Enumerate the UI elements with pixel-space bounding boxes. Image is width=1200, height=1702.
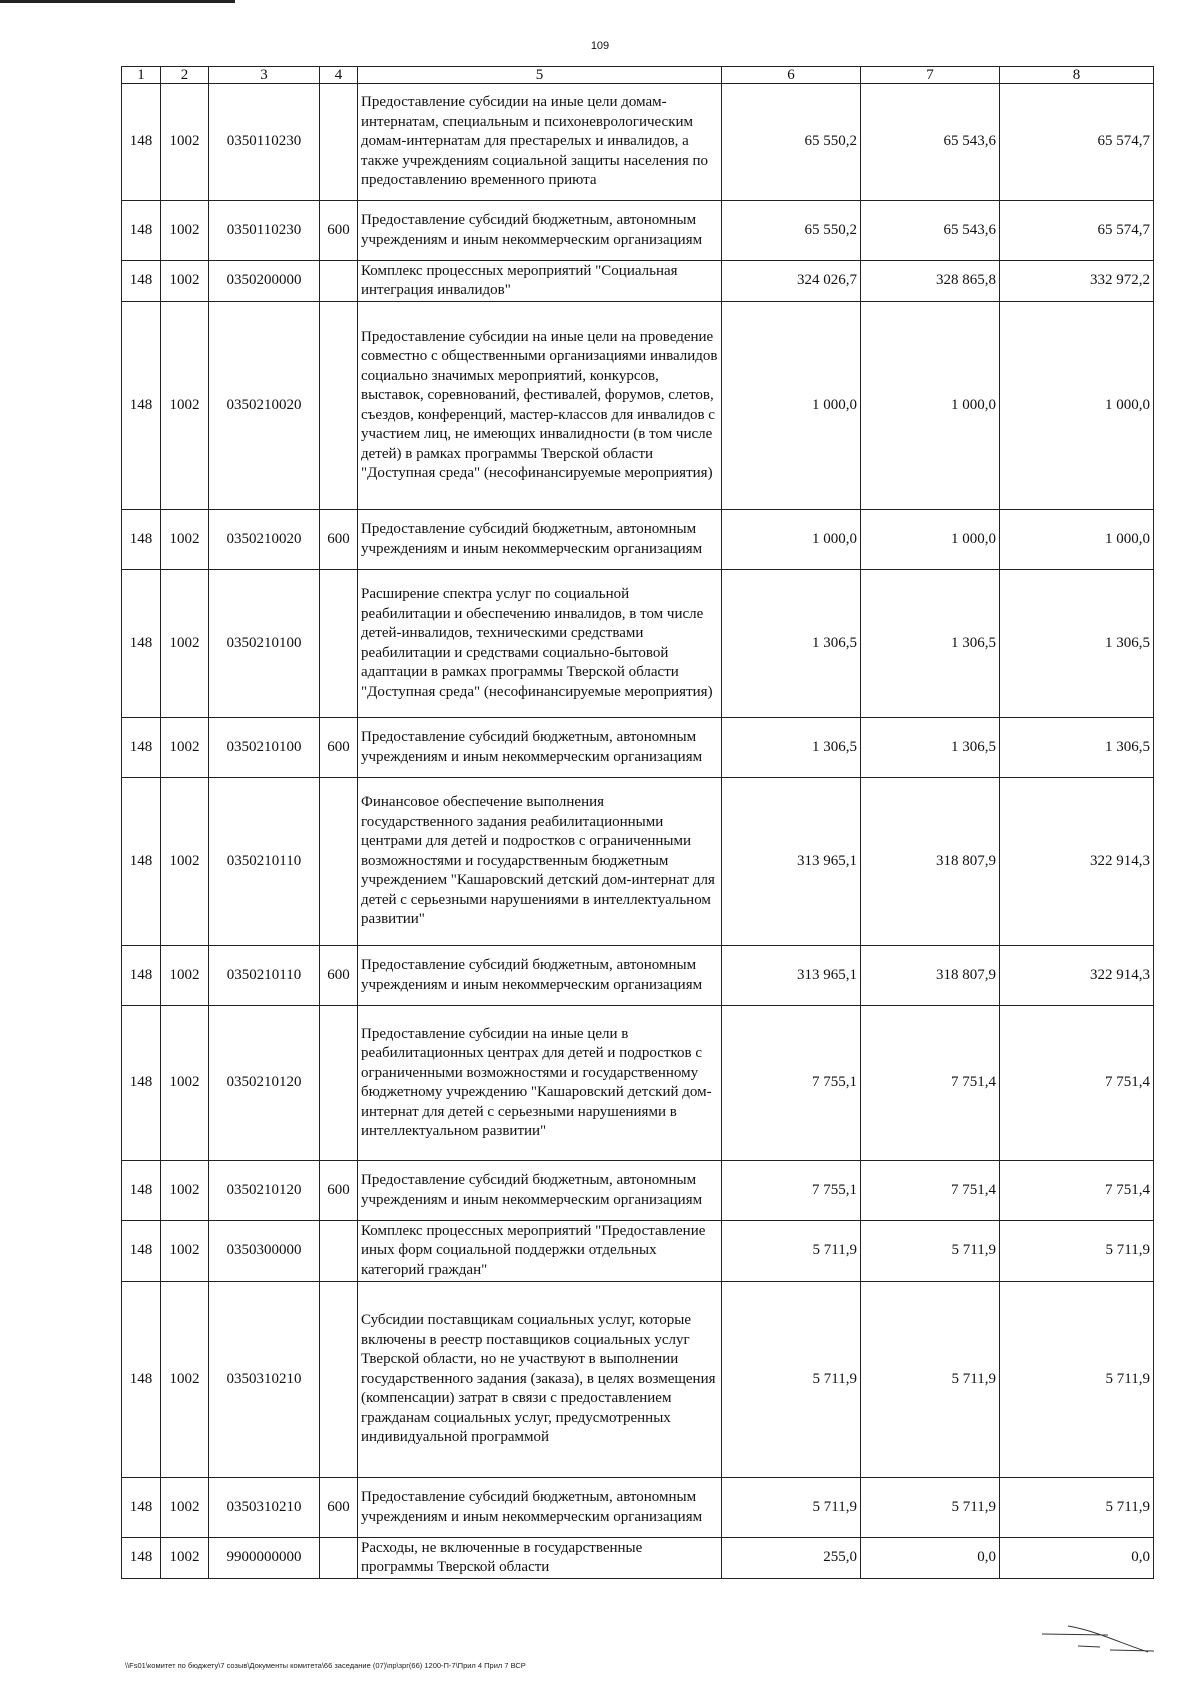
cell-expense-type: 600 <box>320 1478 358 1538</box>
column-header-8: 8 <box>1000 67 1154 84</box>
cell-section: 148 <box>122 201 161 261</box>
cell-target-article: 0350310210 <box>209 1282 320 1478</box>
cell-amount-2: 328 865,8 <box>861 261 1000 302</box>
column-header-6: 6 <box>722 67 861 84</box>
cell-amount-1: 255,0 <box>722 1538 861 1579</box>
table-row <box>122 261 1154 302</box>
cell-target-article: 0350310210 <box>209 1478 320 1538</box>
cell-amount-2: 5 711,9 <box>861 1478 1000 1538</box>
cell-amount-2: 5 711,9 <box>861 1282 1000 1478</box>
cell-subsection: 1002 <box>161 1538 209 1579</box>
cell-amount-2: 7 751,4 <box>861 1161 1000 1221</box>
cell-amount-1: 65 550,2 <box>722 84 861 201</box>
cell-expense-type <box>320 84 358 201</box>
cell-amount-1: 5 711,9 <box>722 1478 861 1538</box>
header-row <box>122 67 1154 84</box>
cell-expense-type <box>320 1282 358 1478</box>
cell-amount-2: 1 306,5 <box>861 718 1000 778</box>
cell-subsection: 1002 <box>161 1161 209 1221</box>
column-header-4: 4 <box>320 67 358 84</box>
cell-target-article: 0350210020 <box>209 302 320 510</box>
cell-section: 148 <box>122 510 161 570</box>
cell-amount-3: 5 711,9 <box>1000 1282 1154 1478</box>
cell-section: 148 <box>122 718 161 778</box>
cell-subsection: 1002 <box>161 1006 209 1161</box>
cell-subsection: 1002 <box>161 261 209 302</box>
cell-amount-1: 1 306,5 <box>722 570 861 718</box>
cell-subsection: 1002 <box>161 946 209 1006</box>
cell-target-article: 0350210100 <box>209 570 320 718</box>
table-row <box>122 946 1154 1006</box>
cell-description: Предоставление субсидии на иные цели в реабилитационных центрах для детей и подростков с ограниченными возможностями и государственному бюджетному учреждению "Кашаровский детский дом-интернат для детей с серьезными нарушениями в интеллектуальном развитии" <box>358 1006 722 1161</box>
cell-description: Предоставление субсидий бюджетным, автономным учреждениям и иным некоммерческим организациям <box>358 946 722 1006</box>
table-row <box>122 1161 1154 1221</box>
cell-amount-2: 65 543,6 <box>861 84 1000 201</box>
cell-amount-1: 1 306,5 <box>722 718 861 778</box>
cell-amount-1: 7 755,1 <box>722 1006 861 1161</box>
cell-description: Предоставление субсидий бюджетным, автономным учреждениям и иным некоммерческим организациям <box>358 201 722 261</box>
cell-target-article: 0350200000 <box>209 261 320 302</box>
cell-target-article: 0350210100 <box>209 718 320 778</box>
cell-expense-type <box>320 778 358 946</box>
cell-subsection: 1002 <box>161 570 209 718</box>
cell-amount-3: 1 306,5 <box>1000 718 1154 778</box>
cell-section: 148 <box>122 778 161 946</box>
table-row <box>122 1006 1154 1161</box>
cell-amount-3: 0,0 <box>1000 1538 1154 1579</box>
cell-subsection: 1002 <box>161 718 209 778</box>
cell-section: 148 <box>122 261 161 302</box>
cell-amount-1: 5 711,9 <box>722 1221 861 1282</box>
top-border-line <box>0 0 235 3</box>
cell-amount-2: 1 000,0 <box>861 302 1000 510</box>
cell-expense-type: 600 <box>320 1161 358 1221</box>
table-row <box>122 84 1154 201</box>
table-row <box>122 570 1154 718</box>
table-row <box>122 778 1154 946</box>
cell-expense-type <box>320 261 358 302</box>
cell-amount-1: 313 965,1 <box>722 778 861 946</box>
cell-target-article: 0350210120 <box>209 1161 320 1221</box>
cell-description: Предоставление субсидий бюджетным, автономным учреждениям и иным некоммерческим организациям <box>358 510 722 570</box>
cell-target-article: 9900000000 <box>209 1538 320 1579</box>
cell-description: Предоставление субсидий бюджетным, автономным учреждениям и иным некоммерческим организациям <box>358 1161 722 1221</box>
cell-expense-type <box>320 1006 358 1161</box>
cell-amount-3: 1 306,5 <box>1000 570 1154 718</box>
cell-expense-type <box>320 1221 358 1282</box>
cell-amount-2: 318 807,9 <box>861 946 1000 1006</box>
cell-section: 148 <box>122 1161 161 1221</box>
cell-amount-3: 1 000,0 <box>1000 302 1154 510</box>
cell-subsection: 1002 <box>161 1282 209 1478</box>
table-row <box>122 1478 1154 1538</box>
cell-description: Комплекс процессных мероприятий "Предоставление иных форм социальной поддержки отдельных категорий граждан" <box>358 1221 722 1282</box>
cell-amount-2: 1 000,0 <box>861 510 1000 570</box>
cell-amount-1: 324 026,7 <box>722 261 861 302</box>
cell-amount-3: 5 711,9 <box>1000 1478 1154 1538</box>
cell-description: Предоставление субсидий бюджетным, автономным учреждениям и иным некоммерческим организациям <box>358 718 722 778</box>
cell-expense-type <box>320 1538 358 1579</box>
column-header-5: 5 <box>358 67 722 84</box>
cell-amount-3: 322 914,3 <box>1000 946 1154 1006</box>
cell-target-article: 0350210020 <box>209 510 320 570</box>
column-header-2: 2 <box>161 67 209 84</box>
cell-subsection: 1002 <box>161 778 209 946</box>
cell-section: 148 <box>122 84 161 201</box>
table-row <box>122 201 1154 261</box>
cell-amount-3: 1 000,0 <box>1000 510 1154 570</box>
column-header-7: 7 <box>861 67 1000 84</box>
cell-target-article: 0350210110 <box>209 946 320 1006</box>
cell-expense-type: 600 <box>320 946 358 1006</box>
cell-expense-type: 600 <box>320 510 358 570</box>
cell-subsection: 1002 <box>161 510 209 570</box>
cell-amount-1: 5 711,9 <box>722 1282 861 1478</box>
cell-section: 148 <box>122 302 161 510</box>
cell-amount-2: 1 306,5 <box>861 570 1000 718</box>
cell-expense-type: 600 <box>320 201 358 261</box>
cell-expense-type <box>320 302 358 510</box>
cell-section: 148 <box>122 1006 161 1161</box>
cell-amount-2: 5 711,9 <box>861 1221 1000 1282</box>
cell-section: 148 <box>122 570 161 718</box>
cell-amount-3: 322 914,3 <box>1000 778 1154 946</box>
cell-amount-2: 65 543,6 <box>861 201 1000 261</box>
cell-subsection: 1002 <box>161 1478 209 1538</box>
cell-section: 148 <box>122 1282 161 1478</box>
cell-amount-2: 0,0 <box>861 1538 1000 1579</box>
cell-description: Комплекс процессных мероприятий "Социальная интеграция инвалидов" <box>358 261 722 302</box>
cell-amount-3: 7 751,4 <box>1000 1161 1154 1221</box>
cell-description: Предоставление субсидии на иные цели домам-интернатам, специальным и психоневрологическим домам-интернатам для престарелых и инвалидов, а также учреждениям социальной защиты населения по предоставлению временного приюта <box>358 84 722 201</box>
cell-amount-3: 332 972,2 <box>1000 261 1154 302</box>
page-number: 109 <box>590 40 610 52</box>
cell-amount-2: 318 807,9 <box>861 778 1000 946</box>
cell-amount-1: 313 965,1 <box>722 946 861 1006</box>
column-header-1: 1 <box>122 67 161 84</box>
cell-description: Предоставление субсидии на иные цели на проведение совместно с общественными организациями инвалидов социально значимых мероприятий, конкурсов, выставок, соревнований, фестивалей, форумов, слетов, съездов, конференций, мастер-классов для инвалидов с участием лиц, не имеющих инвалидности (в том числе детей) в рамках программы Тверской области "Доступная среда" (несофинансируемые мероприятия) <box>358 302 722 510</box>
cell-subsection: 1002 <box>161 302 209 510</box>
cell-description: Субсидии поставщикам социальных услуг, которые включены в реестр поставщиков социальных услуг Тверской области, но не участвуют в выполнении государственного задания (заказа), в целях возмещения (компенсации) затрат в связи с предоставлением гражданам социальных услуг, предусмотренных индивидуальной программой <box>358 1282 722 1478</box>
cell-amount-3: 65 574,7 <box>1000 201 1154 261</box>
cell-description: Финансовое обеспечение выполнения государственного задания реабилитационными центрами для детей и подростков с ограниченными возможностями и государственным бюджетным учреждением "Кашаровский детский дом-интернат для детей с серьезными нарушениями в интеллектуальном развитии" <box>358 778 722 946</box>
cell-subsection: 1002 <box>161 1221 209 1282</box>
cell-target-article: 0350110230 <box>209 201 320 261</box>
cell-description: Расширение спектра услуг по социальной реабилитации и обеспечению инвалидов, в том числе детей-инвалидов, техническими средствами реабилитации и средствами социально-бытовой адаптации в рамках программы Тверской области "Доступная среда" (несофинансируемые мероприятия) <box>358 570 722 718</box>
cell-amount-1: 65 550,2 <box>722 201 861 261</box>
table-row <box>122 1221 1154 1282</box>
cell-description: Предоставление субсидий бюджетным, автономным учреждениям и иным некоммерческим организациям <box>358 1478 722 1538</box>
table-row <box>122 510 1154 570</box>
cell-amount-1: 1 000,0 <box>722 510 861 570</box>
cell-target-article: 0350300000 <box>209 1221 320 1282</box>
cell-amount-3: 5 711,9 <box>1000 1221 1154 1282</box>
cell-target-article: 0350210110 <box>209 778 320 946</box>
cell-subsection: 1002 <box>161 201 209 261</box>
table-row <box>122 302 1154 510</box>
cell-section: 148 <box>122 1221 161 1282</box>
column-header-3: 3 <box>209 67 320 84</box>
table-row <box>122 1282 1154 1478</box>
table-row <box>122 1538 1154 1579</box>
cell-amount-1: 7 755,1 <box>722 1161 861 1221</box>
cell-target-article: 0350110230 <box>209 84 320 201</box>
cell-section: 148 <box>122 946 161 1006</box>
cell-amount-1: 1 000,0 <box>722 302 861 510</box>
cell-subsection: 1002 <box>161 84 209 201</box>
cell-expense-type <box>320 570 358 718</box>
budget-table <box>121 66 1154 1579</box>
cell-target-article: 0350210120 <box>209 1006 320 1161</box>
cell-amount-3: 7 751,4 <box>1000 1006 1154 1161</box>
cell-expense-type: 600 <box>320 718 358 778</box>
cell-amount-2: 7 751,4 <box>861 1006 1000 1161</box>
table-row <box>122 718 1154 778</box>
cell-amount-3: 65 574,7 <box>1000 84 1154 201</box>
cell-section: 148 <box>122 1538 161 1579</box>
cell-section: 148 <box>122 1478 161 1538</box>
footer-file-path: \\Fs01\комитет по бюджету\7 созыв\Документы комитета\66 заседание (07)\пр\зрг(66) 1200-П-7\Прил 4 Прил 7 ВСР <box>125 1661 526 1670</box>
signature-mark <box>1038 1620 1158 1660</box>
cell-description: Расходы, не включенные в государственные программы Тверской области <box>358 1538 722 1579</box>
